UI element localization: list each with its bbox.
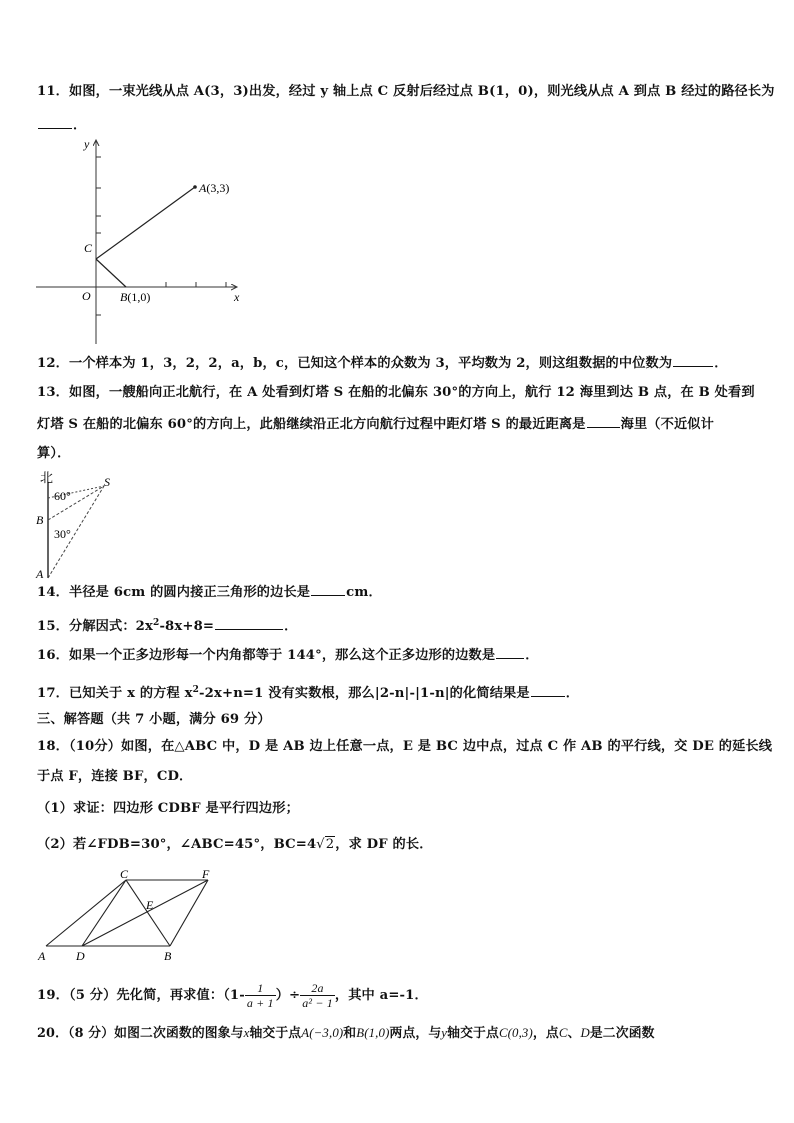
q19-fraction-2: $\frac{2a}{\text{a² − 1}}$ (302, 981, 333, 1010)
q18-label-b: B (164, 949, 172, 963)
q18-line-cb (126, 880, 170, 946)
q18-line-cd (82, 880, 126, 946)
q13-label-s: S (104, 475, 110, 489)
q17-text: 17．已知关于 x 的方程 $x^2-2x+n=1$ 没有实数根，那么|2-n|-|1-n|的化简结果是 ． (37, 685, 580, 701)
q11-label-a: A(3,3) (199, 181, 230, 195)
q18-part1: （1）求证：四边形 CDBF 是平行四边形； (37, 801, 299, 816)
q13-text-1: 13．如图，一艘船向正北航行，在 A 处看到灯塔 S 在船的北偏东 30°的方向上，航行 12 海里到达 B 点，在 B 处看到 (37, 385, 755, 400)
q16-answer-blank[interactable] (496, 645, 524, 659)
q20-text: 20．（8 分）如图二次函数的图象与x轴交于点A(−3,0)和B(1,0)两点，与y轴交于点C(0,3)，点C、D是二次函数 (37, 1026, 655, 1041)
q13-figure (34, 468, 124, 580)
q13-answer-blank[interactable] (587, 414, 620, 428)
q13-label-30: 30° (54, 527, 71, 541)
q11-text: 11．如图，一束光线从点 A(3，3)出发，经过 y 轴上点 C 反射后经过点 B(1，0)，则光线从点 A 到点 B 经过的路径长为 (37, 84, 775, 99)
q11-label-y: y (84, 137, 90, 151)
q18-figure (36, 868, 222, 964)
q11-label-o: O (82, 289, 91, 303)
q18-line-ac (46, 880, 126, 946)
q13-label-north: 北 (40, 470, 54, 485)
q16-text: 16．如果一个正多边形每一个内角都等于 144°，那么这个正多边形的边数是 ． (37, 645, 539, 666)
q18-part2: （2）若∠FDB=30°，∠ABC=45°，BC=4√2，求 DF 的长． (37, 837, 433, 852)
q18-label-f: F (202, 868, 210, 881)
q18-label-c: C (120, 868, 129, 881)
q14-text: 14．半径是 6cm 的圆内接正三角形的边长是 cm． (37, 582, 382, 603)
q13-label-60: 60° (54, 489, 71, 503)
q11-answer-blank[interactable] (38, 115, 72, 129)
q11-figure (30, 134, 260, 346)
q15-text: 15．分解因式：$2x^2-8x+8=$ ． (37, 618, 298, 634)
q11-label-b: B(1,0) (120, 290, 151, 304)
section-title: 三、解答题（共 7 小题，满分 69 分） (37, 712, 271, 727)
q12-text: 12．一个样本为 1，3，2，2，a，b，c，已知这个样本的众数为 3，平均数为 2，则这组数据的中位数为 ． (37, 353, 728, 374)
q15-answer-blank[interactable] (215, 616, 283, 630)
q14-answer-blank[interactable] (311, 582, 345, 596)
q11-ray-cb (96, 259, 126, 287)
q12-answer-blank[interactable] (673, 353, 713, 367)
q11-label-x: x (234, 290, 240, 304)
q13-text-2: 灯塔 S 在船的北偏东 60°的方向上，此船继续沿正北方向航行过程中距灯塔 S 的最近距离是 海里（不近似计 (37, 414, 714, 435)
q19-fraction-1: $\frac{1}{a + 1}$ (246, 981, 274, 1010)
q11-answer-line: ． (37, 115, 86, 136)
q18-label-e: E (146, 898, 154, 912)
q13-label-b: B (36, 513, 44, 527)
q11-label-c: C (84, 241, 93, 255)
q18-text-2: 于点 F，连接 BF，CD． (37, 769, 193, 784)
q13-label-a: A (36, 567, 44, 580)
q18-label-a: A (38, 949, 46, 963)
q18-label-d: D (76, 949, 85, 963)
q18-text-1: 18．（10分）如图，在△ABC 中，D 是 AB 边上任意一点，E 是 BC 边中点，过点 C 作 AB 的平行线，交 DE 的延长线 (37, 739, 773, 754)
q13-text-3: 算）． (37, 446, 71, 461)
q19-text: 19．（5 分）先化简，再求值：（1- $\frac{1}{a + 1}$ ）÷ $\frac{2a}{\text{a² − 1}}$ ，其中 a=-1． (37, 981, 428, 1010)
q17-answer-blank[interactable] (531, 683, 565, 697)
q11-ray-ac (96, 187, 195, 259)
